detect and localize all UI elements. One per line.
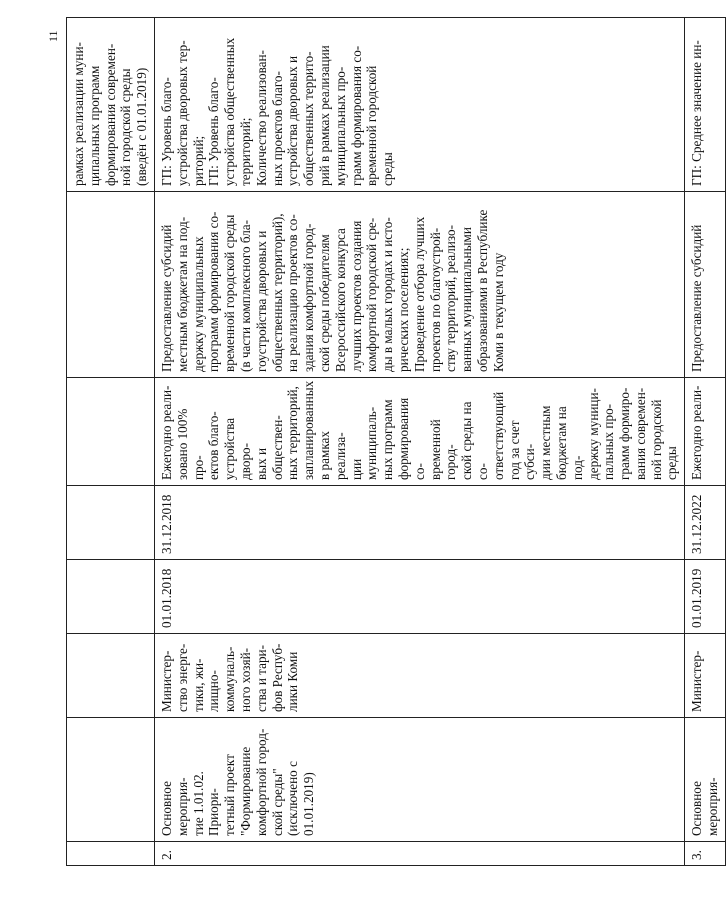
cell-executor: Министер- ство энерге- тики, жи- лищно- коммуналь- ного хозяй- ства и тари- фов Респуб- лики Коми xyxy=(154,634,684,718)
cell-result xyxy=(67,378,155,486)
cell-indicator: рамках реализации муни- ципальных программ формирования современ- ной городской среды (введён с 01.01.2019) xyxy=(67,18,155,192)
table-row xyxy=(67,18,155,866)
cell-link: Предоставление субсидий xyxy=(685,192,726,378)
cell-link xyxy=(67,192,155,378)
cell-start xyxy=(67,560,155,634)
rotated-table-container xyxy=(66,18,721,866)
cell-executor xyxy=(67,634,155,718)
cell-start: 01.01.2018 xyxy=(154,560,684,634)
cell-result: Ежегодно реали- xyxy=(685,378,726,486)
cell-link: Предоставление субсидий местным бюджетам на под- держку муниципальных программ формирования со- временной городской среды (в части комплексного бла- гоустройства дворовых и общественных территорий), на реализацию проектов со- здания комфортной город- ской среды победителям Всероссийского конкурса лучших проектов создания комфортной городской сре- ды в малых городах и исто- рических поселениях; Проведение отбора лучших проектов по благоустрой- ству территорий, реализо- ванных муниципальными образованиями в Республике Коми в текущем году xyxy=(154,192,684,378)
cell-event: Основное мероприя- xyxy=(685,718,726,842)
table-row xyxy=(685,18,726,866)
cell-start: 01.01.2019 xyxy=(685,560,726,634)
cell-end xyxy=(67,486,155,560)
cell-event: Основное мероприя- тие 1.01.02. Приори- тетный проект "Формирование комфортной город- ской среды" (исключено с 01.01.2019) xyxy=(154,718,684,842)
page-number: 11 xyxy=(46,30,60,42)
cell-num: 2. xyxy=(154,842,684,866)
cell-indicator: ГП: Уровень благо- устройства дворовых тер- риторий; ГП: Уровень благо- устройства общественных территорий; Количество реализован- ных проектов благо- устройства дворовых и общественных террито- рий в рамках реализации муниципальных про- грамм формирования со- временной городской среды xyxy=(154,18,684,192)
cell-end: 31.12.2022 xyxy=(685,486,726,560)
cell-event xyxy=(67,718,155,842)
program-table xyxy=(66,17,726,866)
cell-executor: Министер- xyxy=(685,634,726,718)
cell-indicator: ГП: Среднее значение ин- xyxy=(685,18,726,192)
cell-result: Ежегодно реали- зовано 100% про- ектов благо- устройства дворо- вых и обществен- ных территорий, запланированных в рамках реализа- ции муниципаль- ных программ формирования со- временной город- ской среды на со- ответствующий год за счет субси- дии местным бюджетам на под- держку муници- пальных про- грамм формиро- вания современ- ной городской среды xyxy=(154,378,684,486)
table-row xyxy=(154,18,684,866)
cell-num: 3. xyxy=(685,842,726,866)
cell-num xyxy=(67,842,155,866)
cell-end: 31.12.2018 xyxy=(154,486,684,560)
